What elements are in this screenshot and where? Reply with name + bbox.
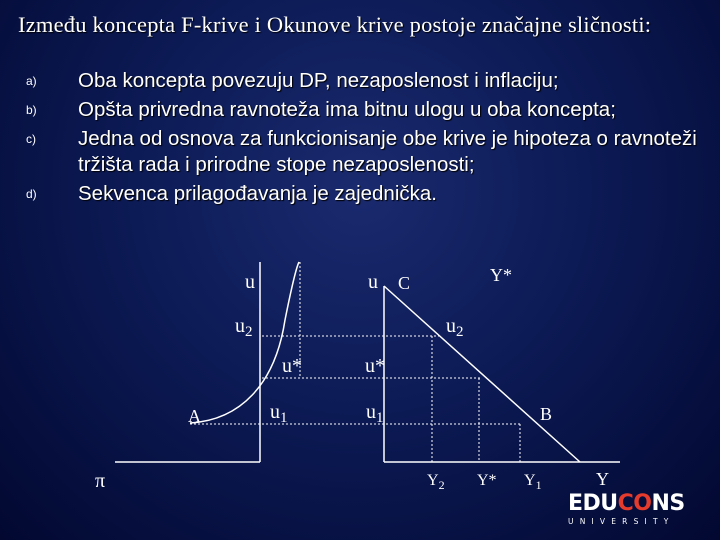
bullet-marker: c) <box>26 132 36 146</box>
right-u2-label: $u_2$ <box>446 315 464 340</box>
x-y2-label: $Y_2$ <box>427 472 445 492</box>
logo-wordmark: EDUCONS <box>568 491 685 516</box>
okun-line <box>384 286 580 462</box>
slide-title: Između koncepta F-krive i Okunove krive postoje značajne sličnosti: <box>18 12 652 37</box>
bullet-marker: a) <box>26 74 37 88</box>
bullet-text: Opšta privredna ravnoteža ima bitnu ulogu u oba koncepta; <box>78 98 616 121</box>
left-axis-u-label: u <box>245 271 255 293</box>
left-u1-label: $u_1$ <box>270 401 288 426</box>
bullet-marker: d) <box>26 187 37 201</box>
logo-subtitle: UNIVERSITY <box>568 517 675 526</box>
curve-a-label: A <box>188 406 201 426</box>
x-axis-y-label: Y <box>596 469 609 489</box>
x-ystar-label: Y* <box>477 472 497 489</box>
ystar-top-label: Y* <box>490 265 512 285</box>
curve-c-label: C <box>398 273 411 293</box>
left-u2-label: $u_2$ <box>235 315 253 340</box>
bullet-text: Sekvenca prilagođavanja je zajednička. <box>78 182 437 205</box>
right-ustar-label: u* <box>365 355 385 377</box>
educons-logo <box>568 493 698 527</box>
bullet-marker: b) <box>26 103 37 117</box>
guide-lines <box>190 262 520 462</box>
right-axis-u-label: u <box>368 271 378 293</box>
left-ustar-label: u* <box>282 355 302 377</box>
right-u1-label: $u_1$ <box>366 401 384 426</box>
curve-b-label: B <box>540 404 553 424</box>
bullet-text: Jedna od osnova za funkcionisanje obe krive je hipoteza o ravnoteži tržišta rada i prirodne stope nezaposlenosti; <box>78 127 697 176</box>
x-y1-label: $Y_1$ <box>524 472 542 492</box>
left-axis-pi-label: π <box>95 470 106 492</box>
bullet-text: Oba koncepta povezuju DP, nezaposlenost i inflaciju; <box>78 69 559 92</box>
